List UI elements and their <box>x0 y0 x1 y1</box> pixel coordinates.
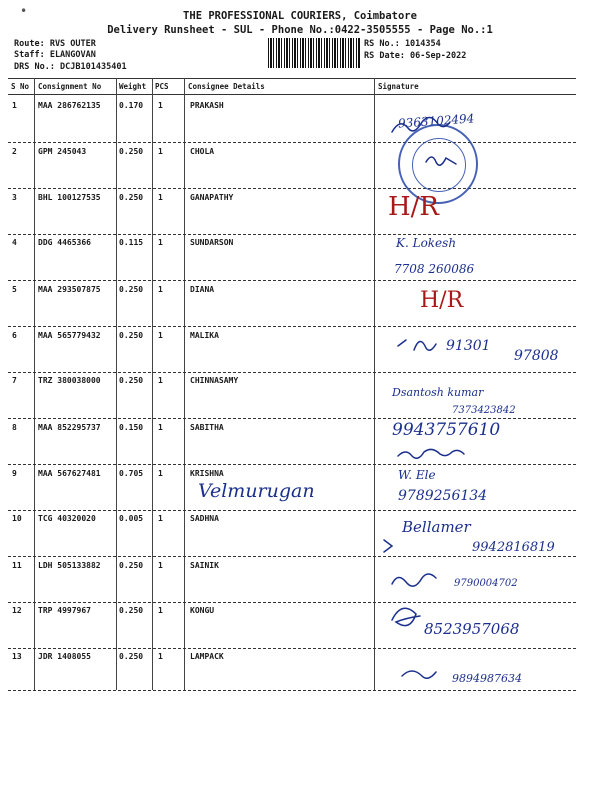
row-10-sno: 10 <box>12 514 22 523</box>
row-9-weight: 0.705 <box>119 469 144 478</box>
row-9-consignee: KRISHNA <box>190 469 224 478</box>
row-6-weight: 0.250 <box>119 331 144 340</box>
row-6-consignee: MALIKA <box>190 331 219 340</box>
row-1-weight: 0.170 <box>119 101 144 110</box>
handwritten-phone-row-4: 7708 260086 <box>394 262 475 276</box>
handwritten-phone-row-1: 9363102494 <box>397 111 475 131</box>
row-5-sno: 5 <box>12 285 17 294</box>
row-8-pcs: 1 <box>158 423 163 432</box>
handwritten-consignee-row-9: Velmurugan <box>198 480 315 502</box>
row-2-pcs: 1 <box>158 147 163 156</box>
row-13-weight: 0.250 <box>119 652 144 661</box>
row-4-pcs: 1 <box>158 238 163 247</box>
handwritten-phone-row-9: 9789256134 <box>398 488 488 504</box>
company-title: THE PROFESSIONAL COURIERS, Coimbatore <box>183 10 417 22</box>
row-3-sno: 3 <box>12 193 17 202</box>
rs-date: RS Date: 06-Sep-2022 <box>364 51 467 61</box>
runsheet-title: Delivery Runsheet - SUL - Phone No.:0422-3505555 - Page No.:1 <box>107 24 493 36</box>
row-10-weight: 0.005 <box>119 514 144 523</box>
row-10-consignment: TCG 40320020 <box>38 514 96 523</box>
row-1-pcs: 1 <box>158 101 163 110</box>
row-7-pcs: 1 <box>158 376 163 385</box>
row-9-sno: 9 <box>12 469 17 478</box>
row-12-consignee: KONGU <box>190 606 215 615</box>
signature-row-12 <box>392 608 420 625</box>
column-header-signature: Signature <box>378 82 419 91</box>
row-3-consignment: BHL 100127535 <box>38 193 101 202</box>
row-13-pcs: 1 <box>158 652 163 661</box>
row-2-sno: 2 <box>12 147 17 156</box>
handwritten-name-row-7: Dsantosh kumar <box>392 386 484 399</box>
row-4-consignment: DDG 4465366 <box>38 238 91 247</box>
row-11-consignee: SAINIK <box>190 561 219 570</box>
row-12-sno: 12 <box>12 606 22 615</box>
handwritten-phone-row-12: 8523957068 <box>424 620 520 638</box>
signature-row-13 <box>402 671 436 678</box>
rs-number: RS No.: 1014354 <box>364 39 441 49</box>
handwritten-phone-row-10: 9942816819 <box>472 540 555 555</box>
row-3-consignee: GANAPATHY <box>190 193 234 202</box>
handwritten-sign-row-9: W. Ele <box>398 468 436 482</box>
row-11-sno: 11 <box>12 561 22 570</box>
row-12-consignment: TRP 4997967 <box>38 606 91 615</box>
handwritten-hr-mark-row-3: H/R <box>388 192 440 222</box>
column-header-consignee: Consignee Details <box>188 82 265 91</box>
row-8-sno: 8 <box>12 423 17 432</box>
signature-row-2 <box>426 157 456 165</box>
row-11-weight: 0.250 <box>119 561 144 570</box>
row-8-consignee: SABITHA <box>190 423 224 432</box>
signature-row-8-tamil <box>398 449 464 458</box>
row-4-consignee: SUNDARSON <box>190 238 234 247</box>
handwritten-hr-mark-row-5: H/R <box>420 288 464 313</box>
row-12-pcs: 1 <box>158 606 163 615</box>
column-header-consignment: Consignment No <box>38 82 102 91</box>
row-6-sno: 6 <box>12 331 17 340</box>
row-6-consignment: MAA 565779432 <box>38 331 101 340</box>
row-11-pcs: 1 <box>158 561 163 570</box>
scan-speck: • <box>20 4 28 18</box>
row-7-consignment: TRZ 380038000 <box>38 376 101 385</box>
signature-row-11 <box>392 574 436 586</box>
column-header-pcs: PCS <box>155 82 169 91</box>
row-13-consignment: JDR 1408055 <box>38 652 91 661</box>
staff-label: Staff: ELANGOVAN <box>14 50 96 60</box>
row-2-weight: 0.250 <box>119 147 144 156</box>
row-1-consignee: PRAKASH <box>190 101 224 110</box>
signature-row-6 <box>398 340 436 350</box>
row-4-sno: 4 <box>12 238 17 247</box>
row-7-sno: 7 <box>12 376 17 385</box>
handwritten-name-row-4: K. Lokesh <box>396 236 457 250</box>
row-1-consignment: MAA 286762135 <box>38 101 101 110</box>
column-header-sno: S No <box>11 82 30 91</box>
row-3-weight: 0.250 <box>119 193 144 202</box>
row-5-weight: 0.250 <box>119 285 144 294</box>
handwritten-sign-row-10: Bellamer <box>402 518 471 536</box>
handwritten-phone-row-11: 9790004702 <box>454 578 518 589</box>
row-2-consignment: GPM 245043 <box>38 147 87 156</box>
drs-number: DRS No.: DCJB101435401 <box>14 62 127 72</box>
row-2-consignee: CHOLA <box>190 147 215 156</box>
row-6-pcs: 1 <box>158 331 163 340</box>
handwritten-phone-row-6-a: 91301 <box>446 338 491 354</box>
row-7-consignee: CHINNASAMY <box>190 376 239 385</box>
row-8-consignment: MAA 852295737 <box>38 423 101 432</box>
row-5-consignment: MAA 293507875 <box>38 285 101 294</box>
row-13-sno: 13 <box>12 652 22 661</box>
signature-row-1 <box>392 117 450 132</box>
row-10-consignee: SADHNA <box>190 514 219 523</box>
route-label: Route: RVS OUTER <box>14 39 96 49</box>
row-12-weight: 0.250 <box>119 606 144 615</box>
handwritten-phone-row-6-b: 97808 <box>514 348 559 364</box>
row-3-pcs: 1 <box>158 193 163 202</box>
row-1-sno: 1 <box>12 101 17 110</box>
row-13-consignee: LAMPACK <box>190 652 224 661</box>
handwritten-phone-row-7: 7373423842 <box>452 405 516 416</box>
row-4-weight: 0.115 <box>119 238 144 247</box>
row-8-weight: 0.150 <box>119 423 144 432</box>
row-10-pcs: 1 <box>158 514 163 523</box>
column-header-weight: Weight <box>119 82 147 91</box>
handwritten-phone-row-8: 9943757610 <box>392 420 501 440</box>
handwritten-phone-row-13: 9894987634 <box>452 672 522 685</box>
row-11-consignment: LDH 505133882 <box>38 561 101 570</box>
row-7-weight: 0.250 <box>119 376 144 385</box>
signature-row-10-arrow <box>384 540 392 552</box>
row-5-pcs: 1 <box>158 285 163 294</box>
row-5-consignee: DIANA <box>190 285 215 294</box>
row-9-pcs: 1 <box>158 469 163 478</box>
row-9-consignment: MAA 567627481 <box>38 469 101 478</box>
